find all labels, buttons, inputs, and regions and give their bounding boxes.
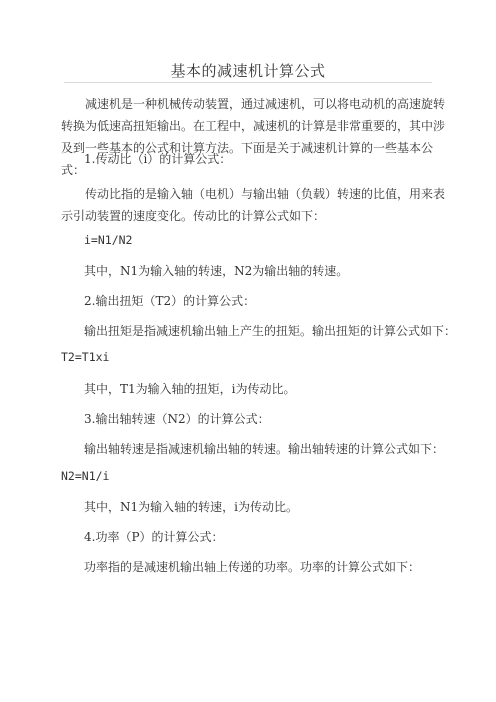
section-1-note: 其中，N1为输入轴的转速，N2为输出轴的转速。 — [84, 264, 349, 278]
section-3-note: 其中，N1为输入轴的转速，i为传动比。 — [84, 500, 298, 514]
section-1-formula: i=N1/N2 — [84, 233, 133, 247]
section-1-description: 传动比指的是输入轴（电机）与输出轴（负载）转速的比值，用来表示引动装置的速度变化。传动比的计算公式如下： — [61, 187, 446, 223]
section-1-heading: 1.传动比（i）的计算公式： — [84, 152, 232, 166]
title-divider — [64, 82, 432, 83]
section-3-formula: N2=N1/i — [61, 469, 110, 483]
section-2-heading: 2.输出扭矩（T2）的计算公式： — [84, 294, 256, 308]
document-title: 基本的减速机计算公式 — [170, 62, 326, 80]
section-3-description: 输出轴转速是指减速机输出轴的转速。输出轴转速的计算公式如下： — [84, 442, 445, 456]
section-4-description: 功率指的是减速机输出轴上传递的功率。功率的计算公式如下： — [84, 560, 421, 574]
section-3-heading: 3.输出轴转速（N2）的计算公式： — [84, 412, 270, 426]
section-2-note: 其中，T1为输入轴的扭矩，i为传动比。 — [84, 382, 296, 396]
section-2-description: 输出扭矩是指减速机输出轴上产生的扭矩。输出扭矩的计算公式如下： — [84, 324, 457, 338]
intro-paragraph: 减速机是一种机械传动装置，通过减速机，可以将电动机的高速旋转转换为低速高扭矩输出。在工程中，减速机的计算是非常重要的，其中涉及到一些基本的公式和计算方法。下面是关于减速机计算的一些基本公式： — [61, 97, 446, 177]
section-2-formula: T2=T1xi — [61, 350, 110, 364]
section-4-heading: 4.功率（P）的计算公式： — [84, 530, 224, 544]
